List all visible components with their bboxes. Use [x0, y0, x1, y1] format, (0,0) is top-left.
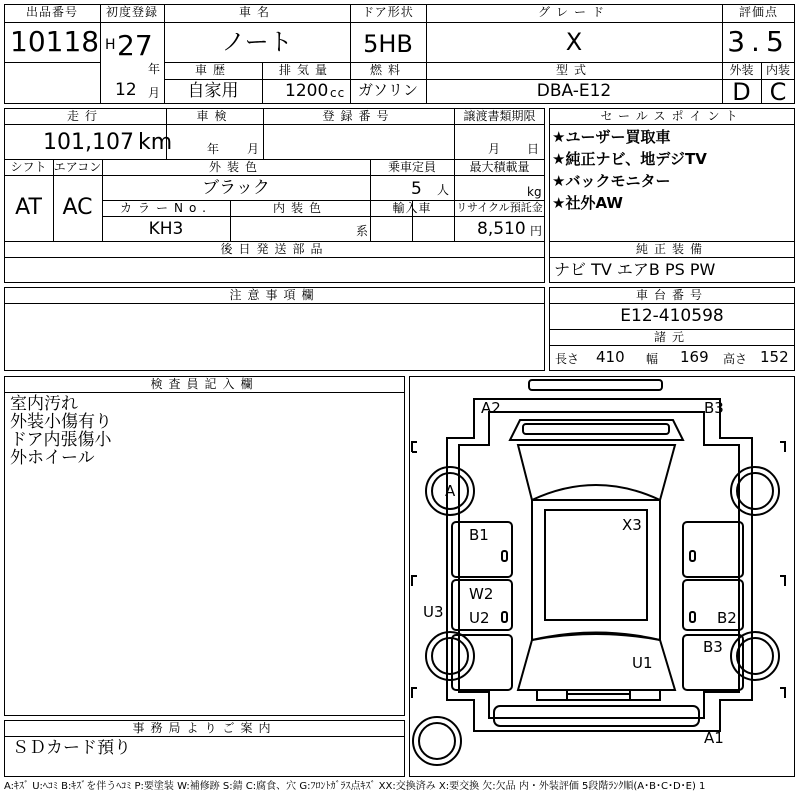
- width: 169: [680, 348, 709, 366]
- office-label: 事務局よりご案内: [132, 721, 277, 735]
- transfer-month-unit: 月: [488, 142, 502, 156]
- mark-b2: B2: [717, 609, 737, 627]
- lot-no-label: 出品番号: [25, 5, 78, 19]
- sales-points-label: セールスポイント: [600, 109, 744, 123]
- int-color-unit: 系: [356, 224, 370, 238]
- mark-u3: U3: [423, 603, 444, 621]
- inspector-label: 検査員記入欄: [150, 377, 259, 391]
- recycle-unit: 円: [530, 224, 544, 238]
- ext-color: ブラック: [202, 178, 270, 198]
- mark-a2: A2: [481, 399, 501, 417]
- capacity: 5: [411, 179, 422, 199]
- displacement-label: 排気量: [278, 63, 333, 77]
- mark-w2: W2: [469, 585, 494, 603]
- color-no: KH3: [148, 219, 184, 239]
- exterior-score-label: 外装: [729, 63, 754, 77]
- mark-b3-top: B3: [704, 399, 724, 417]
- model-code-label: 型式: [555, 63, 592, 77]
- max-load-label: 最大積載量: [469, 160, 530, 174]
- score-label: 評価点: [738, 5, 778, 19]
- mileage-label: 走行: [66, 109, 103, 123]
- import-label: 輸入車: [392, 201, 432, 215]
- width-label: 幅: [646, 352, 660, 366]
- grade-label: グレード: [537, 5, 610, 19]
- mark-a: A: [445, 482, 456, 500]
- car-diagram: [409, 376, 795, 777]
- interior-score: C: [769, 78, 787, 106]
- inspector-line-4: 外ホイール: [10, 448, 95, 468]
- lot-no: 10118: [10, 25, 100, 58]
- length: 410: [596, 348, 625, 366]
- sales-point-3: ★バックモニター: [552, 172, 671, 190]
- dims-label: 諸元: [653, 330, 690, 344]
- door-label: ドア形状: [362, 5, 414, 19]
- transfer-doc-label: 譲渡書類期限: [463, 109, 536, 123]
- inspection-year-unit: 年: [207, 142, 221, 156]
- footer-legend: A:ｷｽﾞ U:ﾍｺﾐ B:ｷｽﾞを伴うﾍｺﾐ P:要塗装 W:補修跡 S:錆 C:腐食、穴 G:ﾌﾛﾝﾄｶﾞﾗｽ点ｷｽﾞ XX:交換済み X:要交換 欠:欠品 内・外装評価 5段階ﾗﾝｸ順(A･B･C･D･E) 1: [4, 781, 706, 792]
- year-unit: 年: [148, 62, 162, 76]
- fuel-label: 燃料: [369, 63, 406, 77]
- ext-color-label: 外装色: [208, 160, 263, 174]
- mark-b1: B1: [469, 526, 489, 544]
- fuel: ガソリン: [357, 81, 418, 99]
- chassis-label: 車台番号: [635, 288, 708, 302]
- office-value: ＳＤカード預り: [12, 738, 131, 758]
- ac: AC: [62, 195, 93, 220]
- mark-a1: A1: [704, 729, 724, 747]
- sales-point-4: ★社外AW: [552, 194, 623, 212]
- sales-point-1: ★ユーザー買取車: [552, 128, 671, 146]
- history: 自家用: [187, 81, 239, 101]
- displacement: 1200: [285, 81, 329, 101]
- score: 3.5: [727, 25, 790, 58]
- inspection-label: 車検: [196, 109, 233, 123]
- capacity-label: 乗車定員: [387, 160, 436, 174]
- mileage-unit: km: [138, 130, 173, 155]
- car-name-label: 車名: [238, 5, 275, 19]
- shift: AT: [15, 195, 42, 220]
- inspector-line-1: 室内汚れ: [10, 394, 78, 414]
- length-label: 長さ: [555, 352, 580, 366]
- int-color-label: 内装色: [272, 201, 327, 215]
- equipment-label: 純正装備: [635, 242, 708, 256]
- mark-u1: U1: [632, 654, 653, 672]
- car-name: ノート: [221, 28, 293, 56]
- era-prefix: H: [105, 37, 116, 53]
- color-no-label: カラーNo.: [120, 201, 212, 215]
- height: 152: [760, 348, 789, 366]
- month-unit: 月: [148, 86, 162, 100]
- model-code: DBA-E12: [536, 81, 612, 101]
- later-parts-label: 後日発送部品: [220, 242, 329, 256]
- chassis-number: E12-410598: [620, 306, 724, 326]
- equipment-value: ナビ TV エアB PS PW: [554, 260, 716, 279]
- sales-point-2: ★純正ナビ、地デジTV: [552, 150, 707, 168]
- inspector-line-2: 外装小傷有り: [10, 412, 112, 432]
- mark-b3-bottom: B3: [703, 638, 723, 656]
- ac-label: エアコン: [53, 160, 102, 174]
- height-label: 高さ: [723, 352, 748, 366]
- transfer-day-unit: 日: [527, 142, 541, 156]
- history-label: 車歴: [194, 63, 231, 77]
- first-reg-label: 初度登録: [105, 5, 158, 19]
- grade: X: [565, 28, 583, 56]
- displacement-unit: cc: [330, 86, 346, 100]
- mark-x3: X3: [622, 516, 642, 534]
- capacity-unit: 人: [437, 183, 451, 197]
- mileage: 101,107: [43, 130, 134, 155]
- reg-no-label: 登録番号: [322, 109, 395, 123]
- interior-score-label: 内装: [765, 63, 790, 77]
- inspector-line-3: ドア内張傷小: [10, 430, 112, 450]
- recycle-fee: 8,510: [477, 219, 526, 239]
- door-type: 5HB: [363, 30, 413, 58]
- exterior-score: D: [732, 78, 751, 106]
- recycle-label: リサイクル預託金: [456, 201, 543, 214]
- max-load-unit: kg: [527, 185, 542, 199]
- shift-label: シフト: [10, 160, 47, 174]
- inspection-month-unit: 月: [247, 142, 261, 156]
- notes-label: 注意事項欄: [229, 288, 320, 302]
- first-reg-month: 12: [115, 80, 137, 100]
- mark-u2: U2: [469, 609, 490, 627]
- first-reg-year: 27: [117, 29, 153, 62]
